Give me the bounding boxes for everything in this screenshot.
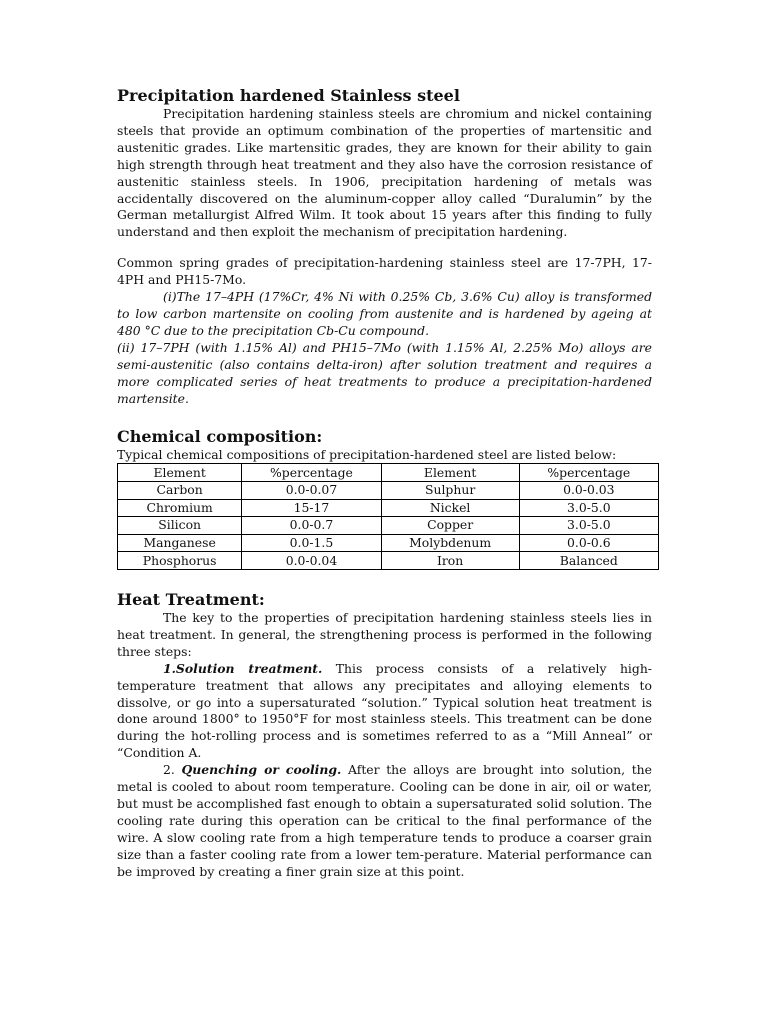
table-cell: 0.0-0.7 (242, 517, 381, 535)
intro-paragraph: Precipitation hardening stainless steels are chromium and nickel containing steels that provide an optimum combination of the properties of martensitic and austenitic grades. Like martensitic grades, they are known for their ability to gain high strength through heat treatment and they also have the corrosion resistance of austenitic stainless steels. In 1906, precipitation hardening of metals was accidentally discovered on the aluminum-copper alloy called “Duralumin” by the German metallurgist Alfred Wilm. It took about 15 years after this finding to fully understand and then exploit the mechanism of precipitation hardening. (117, 106, 652, 240)
table-cell: 0.0-1.5 (242, 534, 381, 552)
step-2-label: Quenching or cooling. (181, 762, 342, 778)
document-page (117, 86, 652, 880)
composition-intro: Typical chemical compositions of precipitation-hardened steel are listed below: (117, 447, 617, 463)
step-1-text: This process consists of a relatively high-temperature treatment that allows any precipitates and alloying elements to dissolve, or go into a supersaturated “solution.” Typical solution heat treatment is done around 1800° to 1950°F for most stainless steels. This treatment can be done during the hot-rolling process and is sometimes referred to as a “Mill Anneal” or “Condition A. (117, 660, 652, 761)
step-2-paragraph (117, 762, 652, 880)
table-cell: 0.0-0.6 (519, 534, 658, 552)
step-2-number: 2. (163, 762, 182, 778)
spacer (117, 241, 652, 255)
spacer (117, 570, 652, 590)
table-cell: Nickel (381, 499, 519, 517)
table-header-cell: Element (381, 464, 519, 482)
table-cell: Balanced (519, 552, 658, 570)
heat-treatment-intro: The key to the properties of precipitation hardening stainless steels lies in heat treatment. In general, the strengthening process is performed in the following three steps: (117, 609, 652, 659)
table-cell: 0.0-0.07 (242, 482, 381, 500)
table-cell: 3.0-5.0 (519, 517, 658, 535)
table-row (118, 552, 659, 570)
table-header-cell: %percentage (519, 464, 658, 482)
table-row (118, 534, 659, 552)
table-cell: Phosphorus (118, 552, 242, 570)
table-cell: 15-17 (242, 499, 381, 517)
table-cell: Carbon (118, 482, 242, 500)
table-cell: Chromium (118, 499, 242, 517)
step-1-paragraph (117, 661, 652, 762)
composition-heading: Chemical composition: (117, 427, 323, 447)
step-2-text: After the alloys are brought into solution, the metal is cooled to about room temperature. Cooling can be done in air, oil or water, but must be accomplished fast enough to obtain a supersaturated solid solution. The cooling rate during this operation can be critical to the final performance of the wire. A slow cooling rate from a high temperature tends to produce a coarser grain size than a faster cooling rate from a lower tem-perature. Material performance can be improved by creating a finer grain size at this point. (117, 762, 652, 879)
table-cell: Molybdenum (381, 534, 519, 552)
heat-treatment-heading: Heat Treatment: (117, 589, 265, 609)
table-cell: Iron (381, 552, 519, 570)
note-17-4ph: (i)The 17–4PH (17%Cr, 4% Ni with 0.25% Cb, 3.6% Cu) alloy is transformed to low carbon martensite on cooling from austenite and is hardened by ageing at 480 °C due to the precipitation Cb-Cu compound. (117, 289, 652, 338)
table-cell: Silicon (118, 517, 242, 535)
document-title: Precipitation hardened Stainless steel (117, 86, 460, 105)
table-header-cell: %percentage (242, 464, 381, 482)
table-header-row (118, 464, 659, 482)
note-17-7ph: (ii) 17–7PH (with 1.15% Al) and PH15–7Mo (with 1.15% Al, 2.25% Mo) alloys are semi-austenitic (also contains delta-iron) after solution treatment and requires a more complicated series of heat treatments to produce a precipitation-hardened martensite. (117, 339, 652, 406)
table-cell: 0.0-0.04 (242, 552, 381, 570)
step-1-label: 1.Solution treatment. (163, 660, 323, 676)
table-cell: Manganese (118, 534, 242, 552)
table-row (118, 517, 659, 535)
composition-table (117, 463, 659, 570)
table-cell: 0.0-0.03 (519, 482, 658, 500)
table-cell: 3.0-5.0 (519, 499, 658, 517)
table-header-cell: Element (118, 464, 242, 482)
spacer (117, 407, 652, 427)
table-row (118, 499, 659, 517)
spring-grades-paragraph: Common spring grades of precipitation-hardening stainless steel are 17-7PH, 17-4PH and PH15-7Mo. (117, 255, 652, 288)
table-row (118, 482, 659, 500)
table-cell: Copper (381, 517, 519, 535)
table-cell: Sulphur (381, 482, 519, 500)
